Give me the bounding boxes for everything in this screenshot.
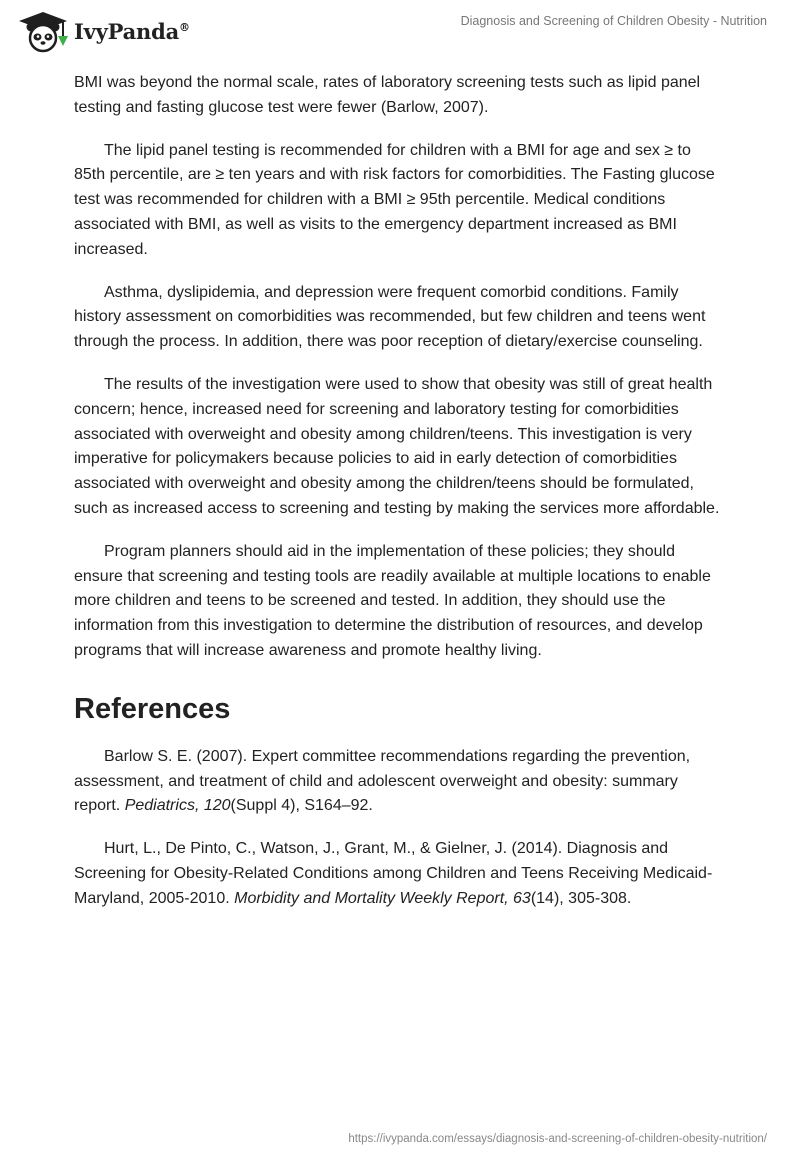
reference-item	[74, 837, 724, 911]
reference-item	[74, 745, 724, 819]
essay-content	[74, 71, 724, 930]
brand-logo[interactable]	[14, 8, 190, 54]
body-paragraph: BMI was beyond the normal scale, rates of laboratory screening tests such as lipid panel testing and fasting glucose test were fewer (Barlow, 2007).	[74, 74, 701, 116]
reference-text: Barlow S. E. (2007). Expert committee recommendations regarding the prevention, assessment, and treatment of child and adolescent overweight and obesity: summary report.	[74, 747, 691, 815]
brand-name: IvyPanda®	[74, 18, 190, 44]
source-url[interactable]: https://ivypanda.com/essays/diagnosis-and-screening-of-children-obesity-nutrition/	[348, 1133, 767, 1145]
reference-journal: Pediatrics, 120	[124, 797, 231, 815]
body-paragraph: The results of the investigation were used to show that obesity was still of great health concern; hence, increased need for screening and laboratory testing for comorbidities associated with overweight and obesity among children/teens. This investigation is very imperative for policymakers because policies to aid in early detection of comorbidities associated with overweight and obesity among the children/teens should be formulated, such as increased access to screening and testing by making the services more affordable.	[74, 375, 720, 517]
reference-text: (Suppl 4), S164–92.	[230, 797, 373, 815]
body-paragraph: Program planners should aid in the implementation of these policies; they should ensure that screening and testing tools are readily available at multiple locations to enable more children and teens to be screened and tested. In addition, they should use the information from this investigation to determine the distribution of resources, and develop programs that will increase awareness and promote healthy living.	[74, 542, 711, 659]
reference-text: Hurt, L., De Pinto, C., Watson, J., Grant, M., & Gielner, J. (2014). Diagnosis and Screening for Obesity-Related Conditions among Children and Teens Receiving Medicaid-Maryland, 2005-2010.	[74, 840, 713, 907]
panda-graduate-icon	[14, 8, 72, 54]
body-paragraph: Asthma, dyslipidemia, and depression were frequent comorbid conditions. Family history assessment on comorbidities was recommended, but few children and teens went through the process. In addition, there was poor reception of dietary/exercise counseling.	[74, 283, 706, 351]
document-title: Diagnosis and Screening of Children Obesity - Nutrition	[460, 14, 767, 28]
references-heading: References	[74, 692, 231, 725]
reference-journal: Morbidity and Mortality Weekly Report, 63	[234, 889, 531, 907]
page-header	[0, 0, 800, 64]
reference-text: (14), 305-308.	[530, 889, 632, 907]
body-paragraph: The lipid panel testing is recommended for children with a BMI for age and sex ≥ to 85th percentile, are ≥ ten years and with risk factors for comorbidities. The Fasting glucose test was recommended for children with a BMI ≥ 95th percentile. Medical conditions associated with BMI, as well as visits to the emergency department increased as BMI increased.	[74, 141, 715, 258]
